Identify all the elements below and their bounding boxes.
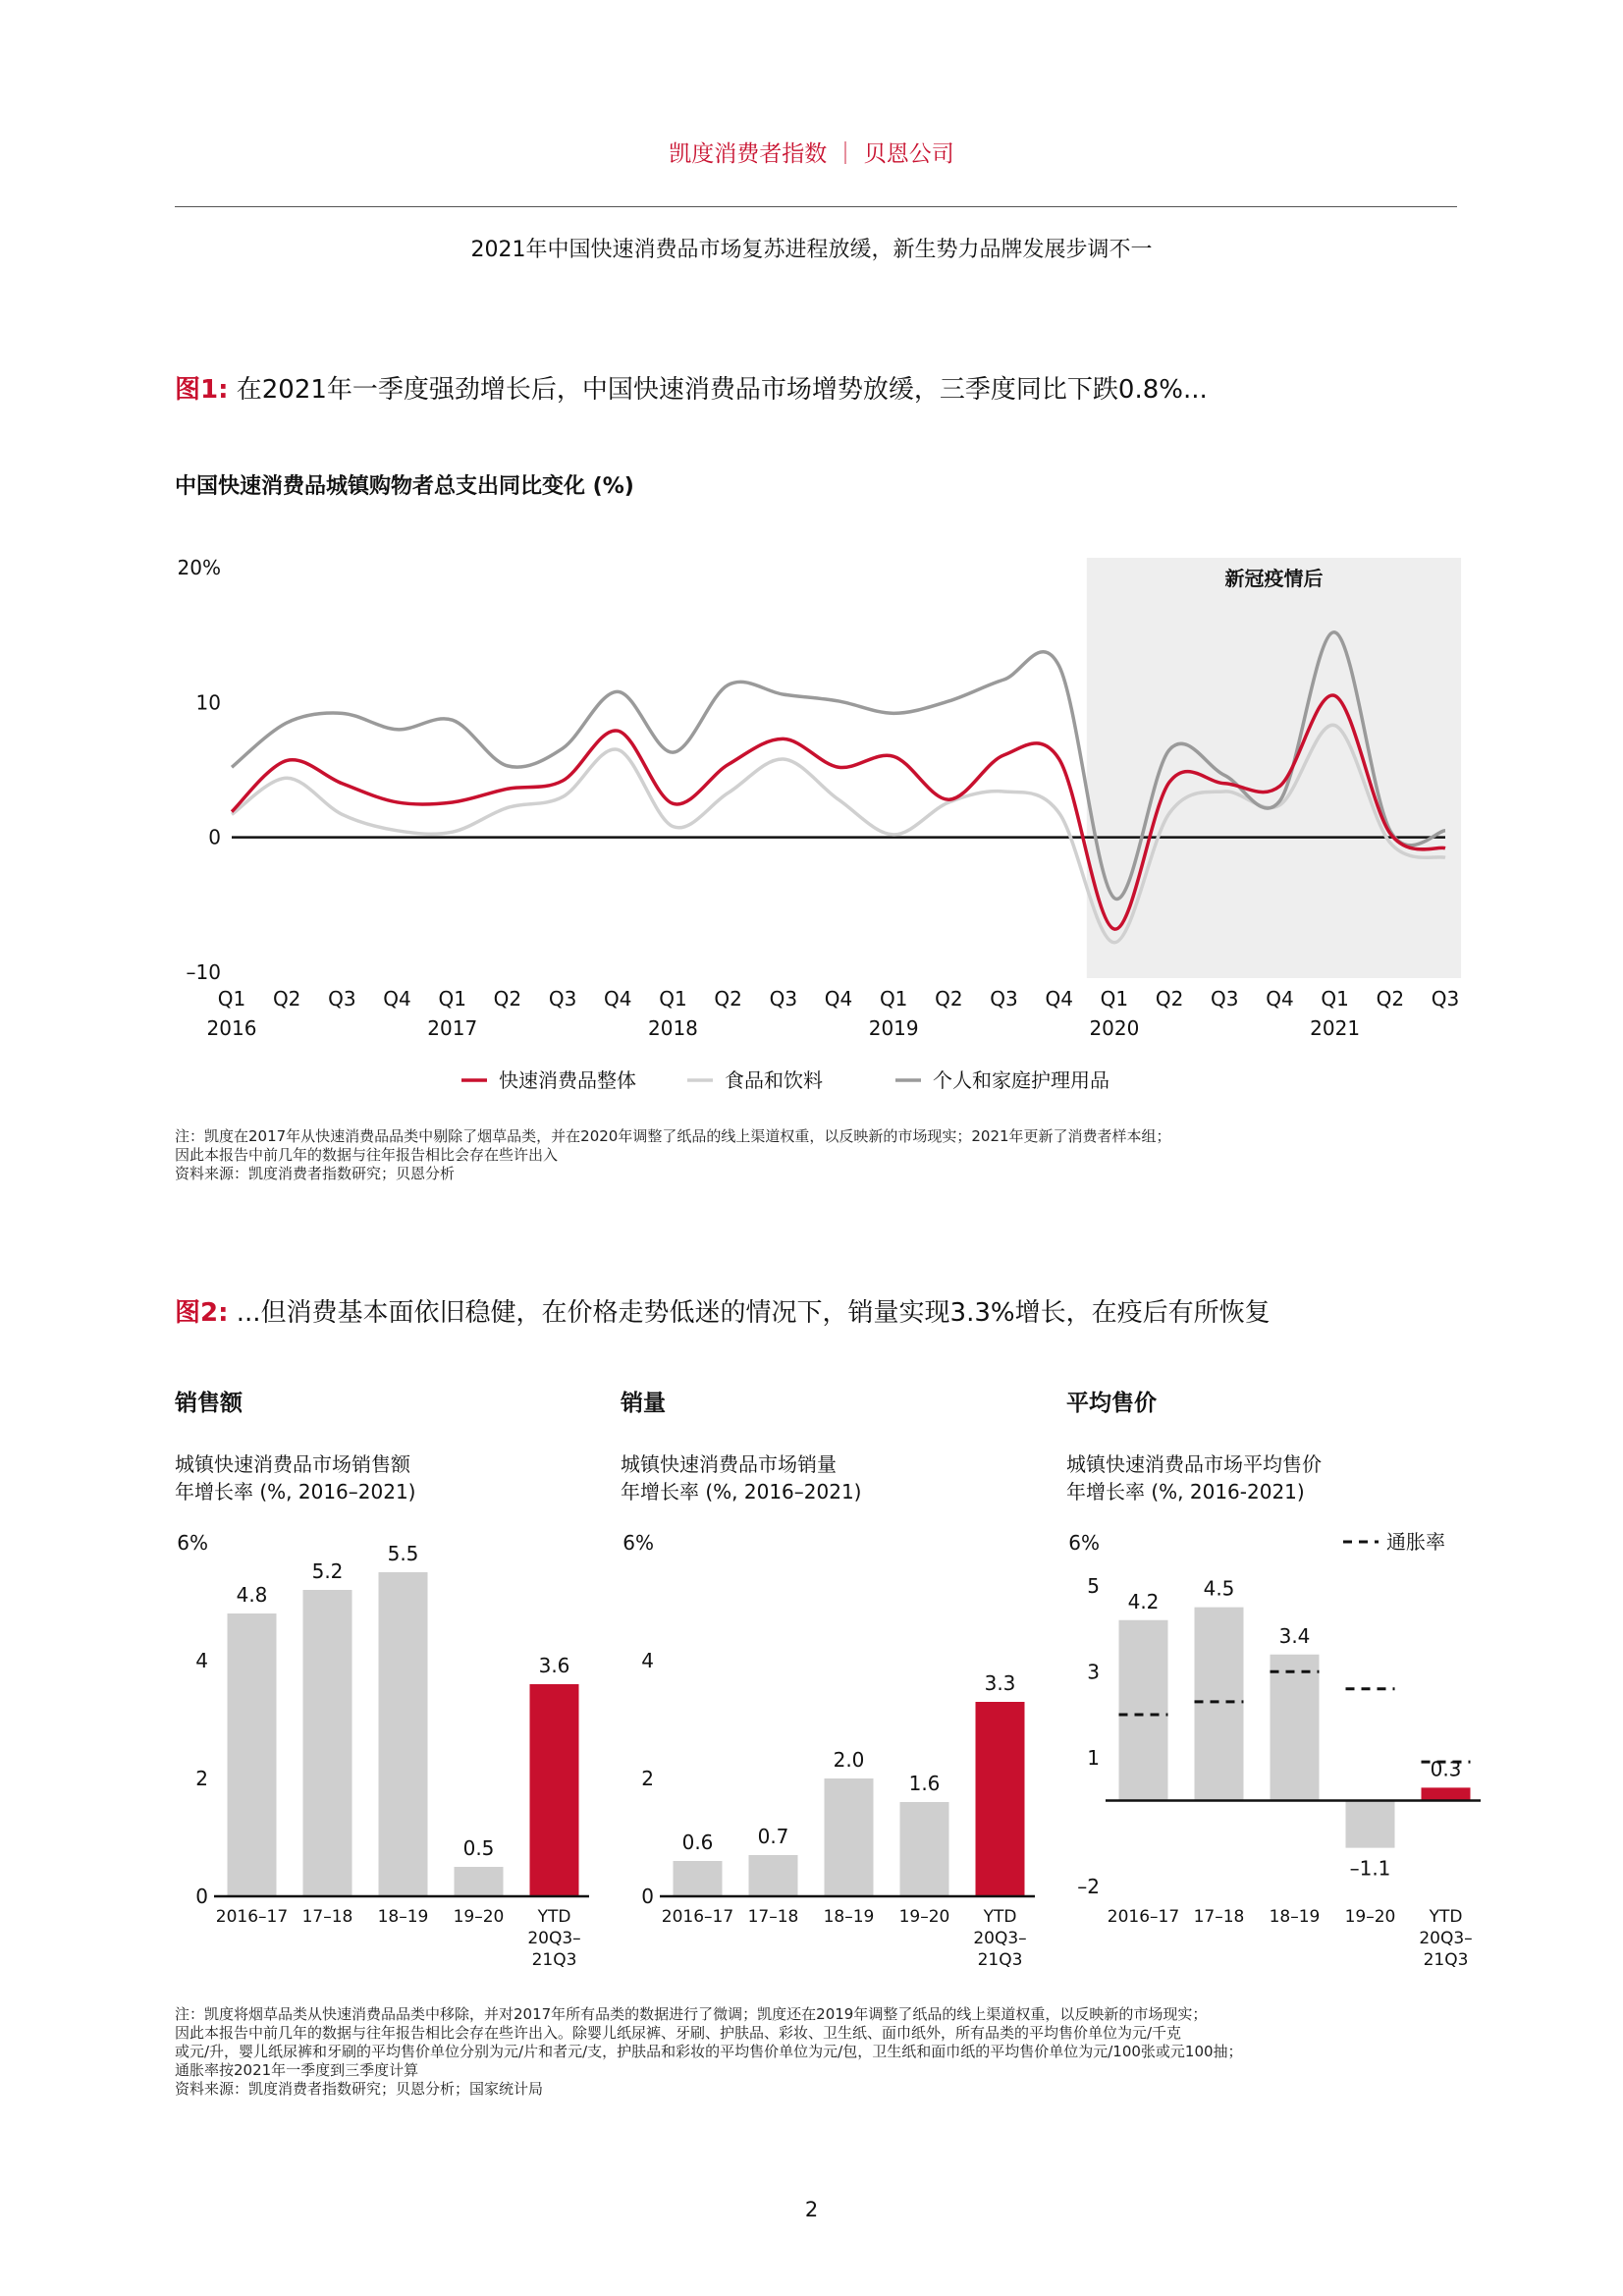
- volume-bar-chart: [603, 1517, 1035, 1979]
- category-label: 19–20: [453, 1907, 505, 1927]
- covid-shaded-region: [1087, 558, 1461, 978]
- y-tick-label: 1: [1087, 1745, 1100, 1770]
- x-tick-label: Q4: [604, 987, 632, 1011]
- panel-volume-header: [621, 1385, 861, 1505]
- x-tick-label: Q1: [659, 987, 687, 1011]
- category-label: 18–19: [823, 1907, 875, 1927]
- x-tick-label: Q4: [383, 987, 411, 1011]
- year-label: 2017: [427, 1016, 478, 1040]
- figure1-heading: [175, 369, 1208, 406]
- bar-value-label: 1.6: [908, 1772, 941, 1795]
- figure1-note-line: 注：凯度在2017年从快速消费品品类中剔除了烟草品类，并在2020年调整了纸品的线上渠道权重，以反映新的市场现实；2021年更新了消费者样本组；: [175, 1127, 1171, 1145]
- y-tick-label: 6%: [1068, 1531, 1100, 1555]
- x-tick-label: Q3: [548, 987, 577, 1011]
- y-tick-label: 2: [641, 1767, 654, 1790]
- bar-value-label: 0.3: [1430, 1757, 1462, 1781]
- x-tick-label: Q2: [1376, 987, 1405, 1011]
- figure1-notes: [175, 1127, 1471, 1183]
- header-divider: [175, 206, 1457, 207]
- panel-price-subtitle-line: 城镇快速消费品市场平均售价: [1066, 1452, 1322, 1476]
- year-label: 2016: [206, 1016, 257, 1040]
- panel-volume-subtitle-line: 年增长率 (%, 2016–2021): [621, 1480, 862, 1503]
- category-label: 21Q3: [1423, 1950, 1469, 1970]
- figure2-note-line: 通胀率按2021年一季度到三季度计算: [175, 2061, 419, 2079]
- bar-value-label: 5.2: [311, 1559, 344, 1583]
- y-tick-label: 20%: [177, 556, 221, 579]
- panel-price-title: 平均售价: [1066, 1391, 1157, 1416]
- bar-value-label: 3.3: [984, 1671, 1016, 1695]
- x-tick-label: Q1: [438, 987, 466, 1011]
- bar: [976, 1702, 1025, 1896]
- y-tick-label: 6%: [177, 1531, 208, 1555]
- category-label: 20Q3–: [973, 1929, 1027, 1948]
- bar-value-label: 0.7: [757, 1825, 789, 1848]
- panel-volume-title: 销量: [621, 1391, 666, 1416]
- x-tick-label: Q1: [879, 987, 908, 1011]
- category-label: 2016–17: [1107, 1907, 1180, 1927]
- y-tick-label: 4: [641, 1649, 654, 1672]
- line-chart: [0, 530, 1623, 1100]
- figure2-label: 图2:: [175, 1298, 229, 1328]
- bar: [1195, 1608, 1244, 1801]
- category-label: 21Q3: [531, 1950, 577, 1970]
- category-label: 17–18: [301, 1907, 353, 1927]
- y-tick-label: 0: [208, 825, 221, 849]
- legend-label: 快速消费品整体: [499, 1068, 636, 1092]
- y-tick-label: 0: [641, 1885, 654, 1908]
- panel-volume-subtitle-line: 城镇快速消费品市场销量: [621, 1452, 837, 1476]
- legend-label: 食品和饮料: [725, 1068, 823, 1092]
- bar: [900, 1802, 949, 1896]
- bar-value-label: –1.1: [1349, 1856, 1391, 1881]
- x-tick-label: Q1: [217, 987, 246, 1011]
- category-label: 19–20: [1344, 1907, 1396, 1927]
- figure2-note-line: 注：凯度将烟草品类从快速消费品品类中移除，并对2017年所有品类的数据进行了微调；凯度还在2019年调整了纸品的线上渠道权重，以反映新的市场现实；: [175, 2005, 1208, 2023]
- category-label: 18–19: [377, 1907, 429, 1927]
- x-tick-label: Q3: [769, 987, 798, 1011]
- figure1-note-line: 资料来源：凯度消费者指数研究；贝恩分析: [175, 1165, 456, 1182]
- panel-volume-subtitle: [621, 1450, 861, 1505]
- bar: [379, 1572, 428, 1896]
- report-header: 凯度消费者指数 ｜ 贝恩公司: [669, 141, 954, 167]
- report-subtitle: 2021年中国快速消费品市场复苏进程放缓，新生势力品牌发展步调不一: [470, 238, 1153, 262]
- sales-bar-chart: [157, 1517, 589, 1979]
- year-label: 2020: [1089, 1016, 1140, 1040]
- y-tick-label: 6%: [622, 1531, 654, 1555]
- category-label: YTD: [983, 1907, 1017, 1927]
- figure1-label: 图1:: [175, 375, 229, 405]
- panel-sales-subtitle-line: 年增长率 (%, 2016–2021): [175, 1480, 416, 1503]
- x-tick-label: Q4: [1266, 987, 1294, 1011]
- x-tick-label: Q2: [1155, 987, 1184, 1011]
- y-tick-label: 0: [195, 1885, 208, 1908]
- category-label: 20Q3–: [1419, 1929, 1473, 1948]
- shaded-region-label: 新冠疫情后: [1224, 567, 1324, 590]
- y-tick-label: –2: [1077, 1875, 1100, 1898]
- figure2-note-line: 资料来源：凯度消费者指数研究；贝恩分析；国家统计局: [175, 2080, 544, 2098]
- category-label: 17–18: [747, 1907, 799, 1927]
- x-tick-label: Q4: [1045, 987, 1073, 1011]
- bar: [1422, 1787, 1471, 1800]
- y-tick-label: 10: [195, 690, 221, 715]
- figure1-chart-title: 中国快速消费品城镇购物者总支出同比变化 (%): [175, 474, 634, 499]
- year-label: 2019: [868, 1016, 919, 1040]
- x-tick-label: Q3: [328, 987, 356, 1011]
- figure2-note-line: 或元/升，婴儿纸尿裤和牙刷的平均售价单位分别为元/片和者元/支，护肤品和彩妆的平均售价单位为元/包，卫生纸和面巾纸的平均售价单位为元/100张或元100抽；: [175, 2043, 1243, 2060]
- inflation-legend-label: 通胀率: [1386, 1530, 1445, 1554]
- category-label: 21Q3: [977, 1950, 1023, 1970]
- panel-sales-title: 销售额: [175, 1391, 243, 1416]
- bar-value-label: 0.5: [462, 1836, 495, 1860]
- category-label: 19–20: [898, 1907, 950, 1927]
- bar: [1271, 1655, 1320, 1801]
- category-label: 2016–17: [215, 1907, 289, 1927]
- bar: [1346, 1801, 1395, 1848]
- x-tick-label: Q3: [1431, 987, 1460, 1011]
- x-tick-label: Q1: [1321, 987, 1349, 1011]
- bar: [825, 1778, 874, 1896]
- panel-price-header: [1066, 1385, 1322, 1505]
- y-tick-label: 5: [1087, 1573, 1100, 1598]
- x-tick-label: Q2: [493, 987, 522, 1011]
- bar: [228, 1613, 277, 1896]
- x-tick-label: Q2: [714, 987, 742, 1011]
- bar: [455, 1867, 504, 1896]
- category-label: 18–19: [1269, 1907, 1321, 1927]
- bar: [1119, 1620, 1168, 1801]
- x-tick-label: Q2: [272, 987, 301, 1011]
- panel-sales-header: [175, 1385, 415, 1505]
- figure2-notes: [175, 2005, 1471, 2099]
- x-tick-label: Q1: [1100, 987, 1129, 1011]
- figure2-text: ...但消费基本面依旧稳健，在价格走势低迷的情况下，销量实现3.3%增长，在疫后有所恢复: [228, 1298, 1271, 1328]
- year-label: 2018: [648, 1016, 698, 1040]
- panel-sales-subtitle: [175, 1450, 415, 1505]
- page-number: 2: [804, 2198, 819, 2221]
- bar-value-label: 4.5: [1203, 1576, 1235, 1601]
- figure1-note-line: 因此本报告中前几年的数据与往年报告相比会存在些许出入: [175, 1146, 559, 1164]
- category-label: YTD: [1429, 1907, 1463, 1927]
- bar: [674, 1861, 723, 1896]
- figure2-note-line: 因此本报告中前几年的数据与往年报告相比会存在些许出入。除婴儿纸尿裤、牙刷、护肤品、彩妆、卫生纸、面巾纸外，所有品类的平均售价单位为元/千克: [175, 2024, 1182, 2042]
- y-tick-label: –10: [186, 960, 221, 984]
- bar-value-label: 3.4: [1278, 1623, 1311, 1648]
- bar: [749, 1855, 798, 1896]
- category-label: 20Q3–: [527, 1929, 581, 1948]
- bar-value-label: 5.5: [387, 1542, 419, 1565]
- panel-sales-subtitle-line: 城镇快速消费品市场销售额: [175, 1452, 410, 1476]
- y-tick-label: 2: [195, 1767, 208, 1790]
- bar-value-label: 4.2: [1127, 1589, 1160, 1613]
- x-tick-label: Q3: [990, 987, 1018, 1011]
- category-label: 17–18: [1193, 1907, 1245, 1927]
- bar-value-label: 2.0: [833, 1748, 865, 1772]
- category-label: 2016–17: [661, 1907, 734, 1927]
- x-tick-label: Q2: [935, 987, 963, 1011]
- figure1-text: 在2021年一季度强劲增长后，中国快速消费品市场增势放缓，三季度同比下跌0.8%...: [228, 375, 1208, 405]
- x-tick-label: Q3: [1211, 987, 1239, 1011]
- bar: [303, 1590, 352, 1896]
- legend-label: 个人和家庭护理用品: [933, 1068, 1109, 1092]
- bar-value-label: 3.6: [538, 1654, 570, 1677]
- bar: [530, 1684, 579, 1896]
- y-tick-label: 4: [195, 1649, 208, 1672]
- panel-price-subtitle: [1066, 1450, 1322, 1505]
- price-bar-chart: [1049, 1517, 1481, 1979]
- year-label: 2021: [1310, 1016, 1361, 1040]
- bar-value-label: 4.8: [236, 1583, 268, 1607]
- x-tick-label: Q4: [824, 987, 853, 1011]
- category-label: YTD: [537, 1907, 571, 1927]
- bar-value-label: 0.6: [681, 1831, 714, 1854]
- panel-price-subtitle-line: 年增长率 (%, 2016-2021): [1066, 1480, 1305, 1503]
- figure2-heading: [175, 1292, 1271, 1329]
- y-tick-label: 3: [1087, 1660, 1100, 1684]
